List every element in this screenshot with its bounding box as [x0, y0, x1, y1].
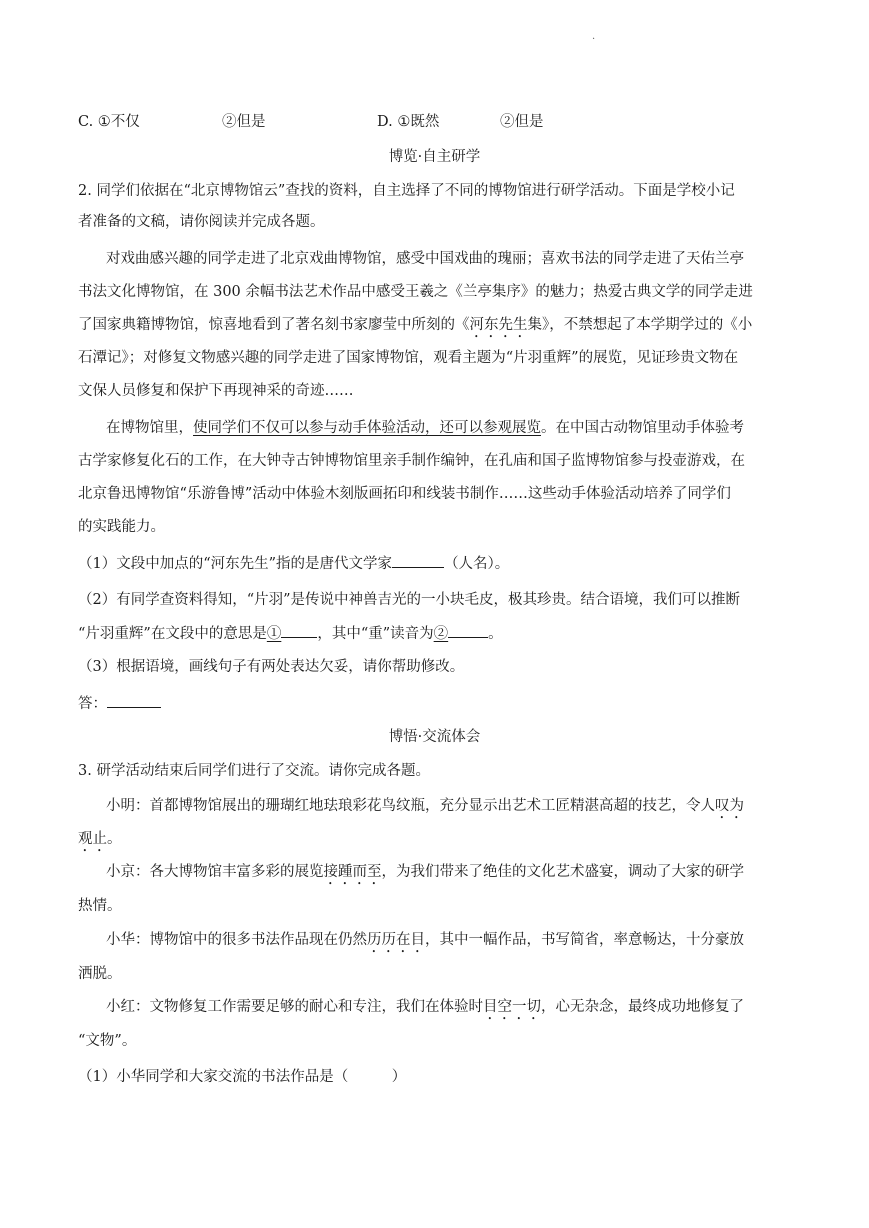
page-corner-mark: · — [592, 34, 596, 45]
answer-blank[interactable] — [281, 623, 317, 638]
q2-sub2-line-2-mid: ，其中“重”读音为 — [317, 626, 434, 642]
q3-xiaohua-start: 小华：博物馆中的很多书法作品现在仍然 — [106, 932, 367, 948]
q3-xiaojing-start: 小京：各大博物馆丰富多彩的展览 — [106, 864, 324, 880]
q2-para1-line-3 — [78, 315, 791, 341]
q2-para1-line-5: 文保人员修复和保护下再现神采的奇迹…… — [78, 383, 354, 399]
q3-xiaoming-line-2 — [78, 829, 791, 855]
q2-sub2-line-2-end: 。 — [488, 626, 503, 642]
q3-xiaohong-end: ，心无杂念，最终成功地修复了 — [541, 999, 744, 1015]
q2-sub2-line-1: （2）有同学查资料得知，“片羽”是传说中神兽吉光的一小块毛皮，极其珍贵。结合语境，我们可以推断 — [78, 592, 741, 608]
q2-sub1-suffix: （人名）。 — [444, 556, 510, 572]
option-c-first: C. ①不仅 — [78, 114, 140, 130]
section-title-insight: 博悟·交流体会 — [388, 729, 481, 745]
q3-xiaohong-start: 小红：文物修复工作需要足够的耐心和专注，我们在体验时 — [106, 999, 483, 1015]
underlined-sentence: 使同学们不仅可以参与动手体验活动，还可以参观展览 — [193, 420, 541, 436]
answer-blank[interactable] — [107, 693, 161, 708]
blank-marker-2: ② — [433, 626, 449, 642]
q2-sub3: （3）根据语境，画线句子有两处表达欠妥，请你帮助修改。 — [78, 659, 465, 675]
option-d-second: ②但是 — [500, 114, 544, 130]
q2-para2-line-4: 的实践能力。 — [78, 519, 165, 535]
q2-answer — [78, 693, 791, 714]
dotted-term-hedong: 河东先生 — [469, 317, 528, 333]
q3-xiaoming-end: 。 — [107, 831, 122, 847]
q2-para2-line-3: 北京鲁迅博物馆“乐游鲁博”活动中体验木刻版画拓印和线装书制作……这些动手体验活动培养了同学们 — [78, 486, 731, 502]
dotted-idiom: 接踵而至 — [323, 864, 382, 880]
q2-intro-line-2: 者准备的文稿，请你阅读并完成各题。 — [78, 214, 325, 230]
q2-para1-line-4: 石潭记》；对修复文物感兴趣的同学走进了国家博物馆，观看主题为“片羽重辉”的展览，见证珍贵文物在 — [78, 350, 739, 366]
q2-para1-line-3-end: 集》，不禁想起了本学期学过的《小 — [527, 317, 753, 333]
q2-sub2-line-2-start: “片羽重辉”在文段中的意思是 — [78, 626, 267, 642]
q2-sub2-line-2 — [78, 623, 791, 644]
q2-para1-line-1: 对戏曲感兴趣的同学走进了北京戏曲博物馆，感受中国戏曲的瑰丽；喜欢书法的同学走进了天佑兰亭 — [106, 251, 744, 267]
q2-para2-line-2: 古学家修复化石的工作，在大钟寺古钟博物馆里亲手制作编钟，在孔庙和国子监博物馆参与投壶游戏，在 — [78, 453, 745, 469]
dotted-idiom-part1: 叹为 — [715, 798, 744, 814]
q3-xiaojing-end: ，为我们带来了绝佳的文化艺术盛宴，调动了大家的研学 — [381, 864, 744, 880]
q2-sub1 — [78, 553, 791, 574]
q2-intro-line-1: 2. 同学们依据在“北京博物馆云”查找的资料，自主选择了不同的博物馆进行研学活动。下面是学校小记 — [78, 183, 735, 199]
answer-blank[interactable] — [448, 623, 488, 638]
q3-intro: 3. 研学活动结束后同学们进行了交流。请你完成各题。 — [78, 763, 430, 779]
section-title-browse: 博览·自主研学 — [388, 149, 481, 165]
q3-xiaoming-line-1 — [106, 796, 791, 822]
q2-para2-line-1-start: 在博物馆里， — [106, 420, 193, 436]
dotted-idiom-part2: 观止 — [78, 831, 107, 847]
answer-label: 答： — [78, 696, 107, 712]
q3-sub1: （1）小华同学和大家交流的书法作品是（ ） — [78, 1069, 407, 1085]
q3-xiaohong-line-1 — [106, 997, 791, 1023]
q2-para1-line-2: 书法文化博物馆，在 300 余幅书法艺术作品中感受王羲之《兰亭集序》的魅力；热爱古典文学的同学走进 — [78, 284, 753, 300]
q3-xiaojing-line-1 — [106, 862, 791, 888]
q3-xiaojing-line-2: 热情。 — [78, 898, 122, 914]
q3-xiaohong-line-2: “文物”。 — [78, 1033, 137, 1049]
q3-xiaoming-text: 小明：首都博物馆展出的珊瑚红地珐琅彩花鸟纹瓶，充分显示出艺术工匠精湛高超的技艺，令人 — [106, 798, 715, 814]
option-c-second: ②但是 — [222, 114, 266, 130]
q2-sub1-text: （1）文段中加点的“河东先生”指的是唐代文学家 — [78, 556, 393, 572]
q3-xiaohua-line-2: 洒脱。 — [78, 966, 122, 982]
option-d-first: D. ①既然 — [377, 114, 440, 130]
q2-para2-line-1-end: 。在中国古动物馆里动手体验考 — [541, 420, 744, 436]
answer-blank[interactable] — [392, 553, 444, 568]
q3-xiaohua-end: ，其中一幅作品，书写简省，率意畅达，十分豪放 — [425, 932, 744, 948]
dotted-idiom: 目空一切 — [483, 999, 541, 1015]
q3-xiaohua-line-1 — [106, 930, 791, 956]
q2-para2-line-1 — [106, 418, 791, 438]
blank-marker-1: ① — [266, 626, 282, 642]
dotted-idiom: 历历在目 — [367, 932, 425, 948]
q2-para1-line-3-start: 了国家典籍博物馆，惊喜地看到了著名刻书家廖莹中所刻的《 — [78, 317, 470, 333]
